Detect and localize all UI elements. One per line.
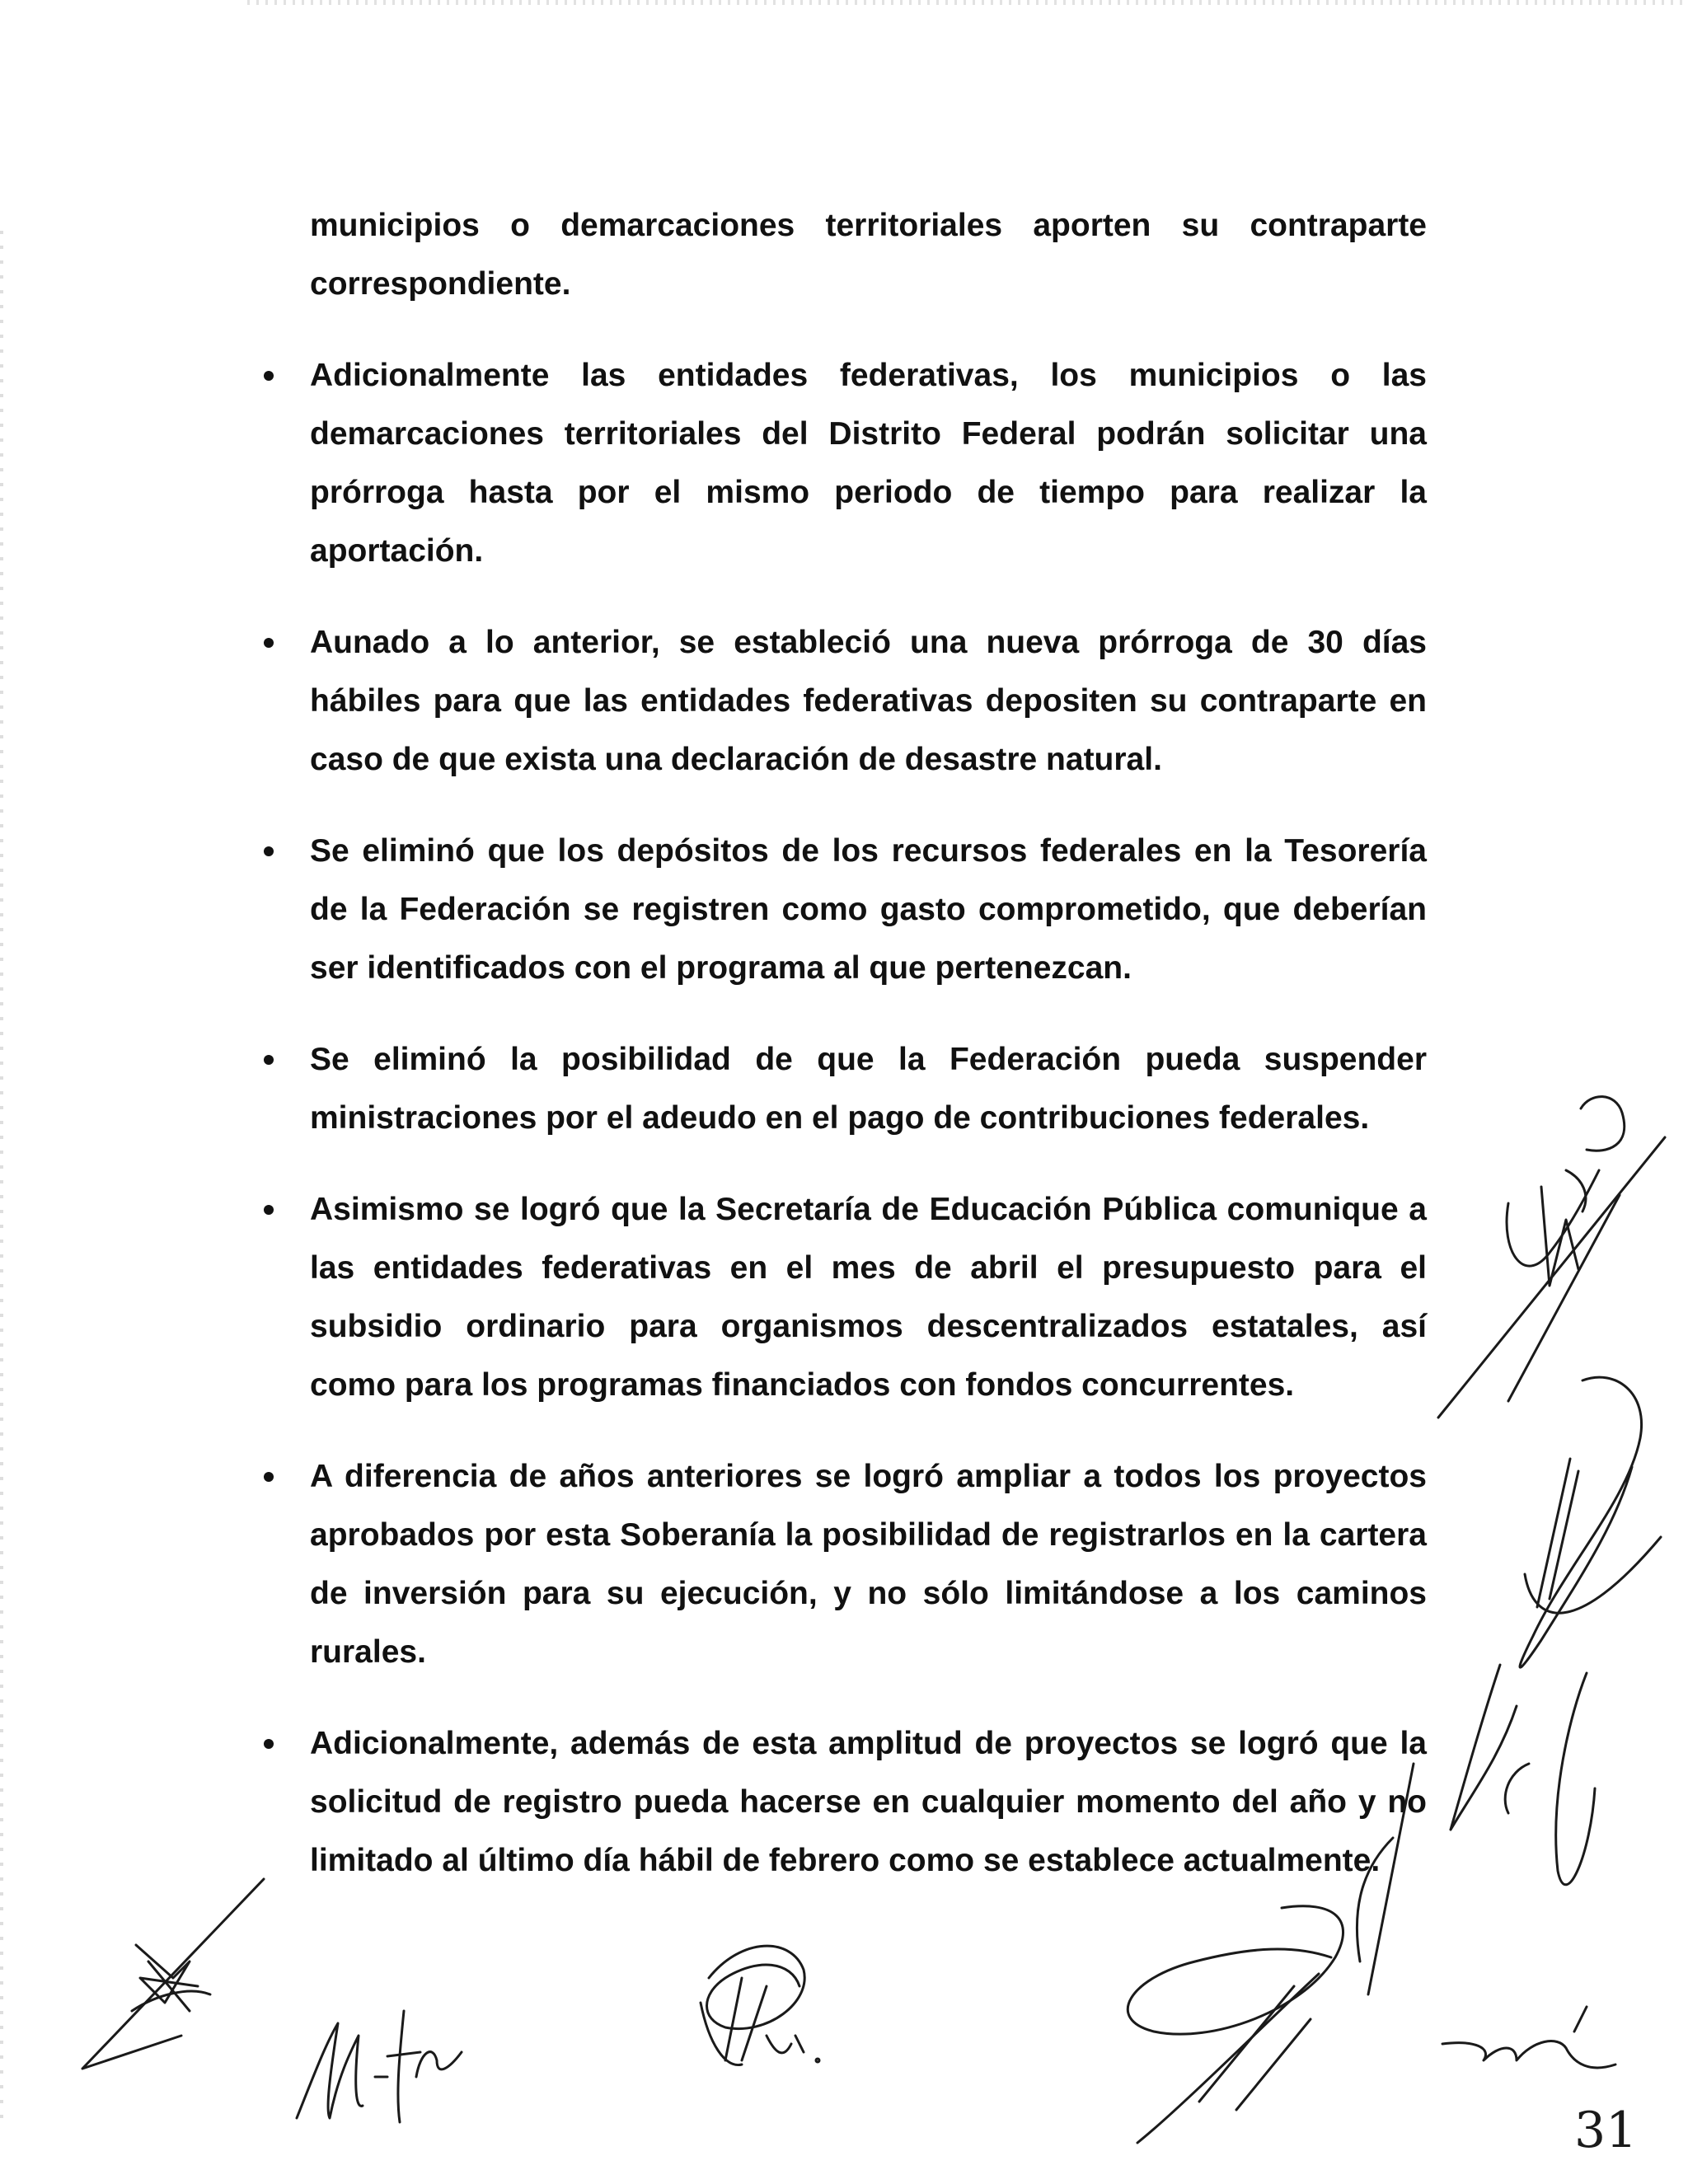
bullet-list [310,346,1427,1890]
document-body [310,196,1427,1923]
page-number: 31 [1574,2102,1638,2159]
bullet-item [310,1180,1427,1414]
intro-paragraph: municipios o demarcaciones territoriales aporten su contraparte correspondiente. [310,208,1427,302]
bullet-text: Se eliminó que los depósitos de los recursos federales en la Tesorería de la Federación se registren como gasto comprometido, que deberían ser identificados con el programa al que pertenezcan. [310,833,1427,986]
bullet-dot-icon [264,1739,274,1749]
signature-bottom-left [82,1879,264,2069]
bullet-text: Adicionalmente, además de esta amplitud de proyectos se logró que la solicitud de registro pueda hacerse en cualquier momento del año y no limitado al último día hábil de febrero como se establece actualmente. [310,1726,1427,1878]
signature-bottom-right [1128,1906,1343,2143]
bullet-dot-icon [264,371,274,381]
bullet-text: Adicionalmente las entidades federativas, los municipios o las demarcaciones territoriales del Distrito Federal podrán solicitar una prórroga hasta por el mismo periodo de tiempo para realizar la aportación. [310,358,1427,569]
bullet-dot-icon [264,846,274,856]
bullet-dot-icon [264,1472,274,1482]
signature-initials-bottom-right [1442,2007,1615,2068]
scan-edge-left [0,231,3,2126]
bullet-item [310,346,1427,580]
bullet-dot-icon [264,1055,274,1065]
bullet-text: A diferencia de años anteriores se logró ampliar a todos los proyectos aprobados por esta Soberanía la posibilidad de registrarlos en la cartera de inversión para su ejecución, y no sólo limitándose a los caminos rurales. [310,1459,1427,1670]
bullet-text: Asimismo se logró que la Secretaría de Educación Pública comunique a las entidades federativas en el mes de abril el presupuesto para el subsidio ordinario para organismos descentralizados estatales, así como para los programas financiados con fondos concurrentes. [310,1192,1427,1403]
bullet-item [310,1030,1427,1147]
bullet-item [310,822,1427,997]
scan-edge-top [247,0,1688,5]
signature-right-top [1438,1097,1665,1418]
bullet-text: Se eliminó la posibilidad de que la Federación pueda suspender ministraciones por el adeudo en el pago de contribuciones federales. [310,1042,1427,1136]
bullet-item [310,1447,1427,1681]
signature-initials-bottom-center-left [297,2011,462,2122]
bullet-item [310,613,1427,789]
signature-right-middle [1520,1377,1661,1667]
bullet-dot-icon [264,638,274,648]
bullet-dot-icon [264,1205,274,1215]
bullet-text: Aunado a lo anterior, se estableció una nueva prórroga de 30 días hábiles para que las entidades federativas depositen su contraparte en caso de que exista una declaración de desastre natural. [310,625,1427,777]
bullet-item [310,1714,1427,1890]
signature-bottom-center [701,1946,819,2064]
